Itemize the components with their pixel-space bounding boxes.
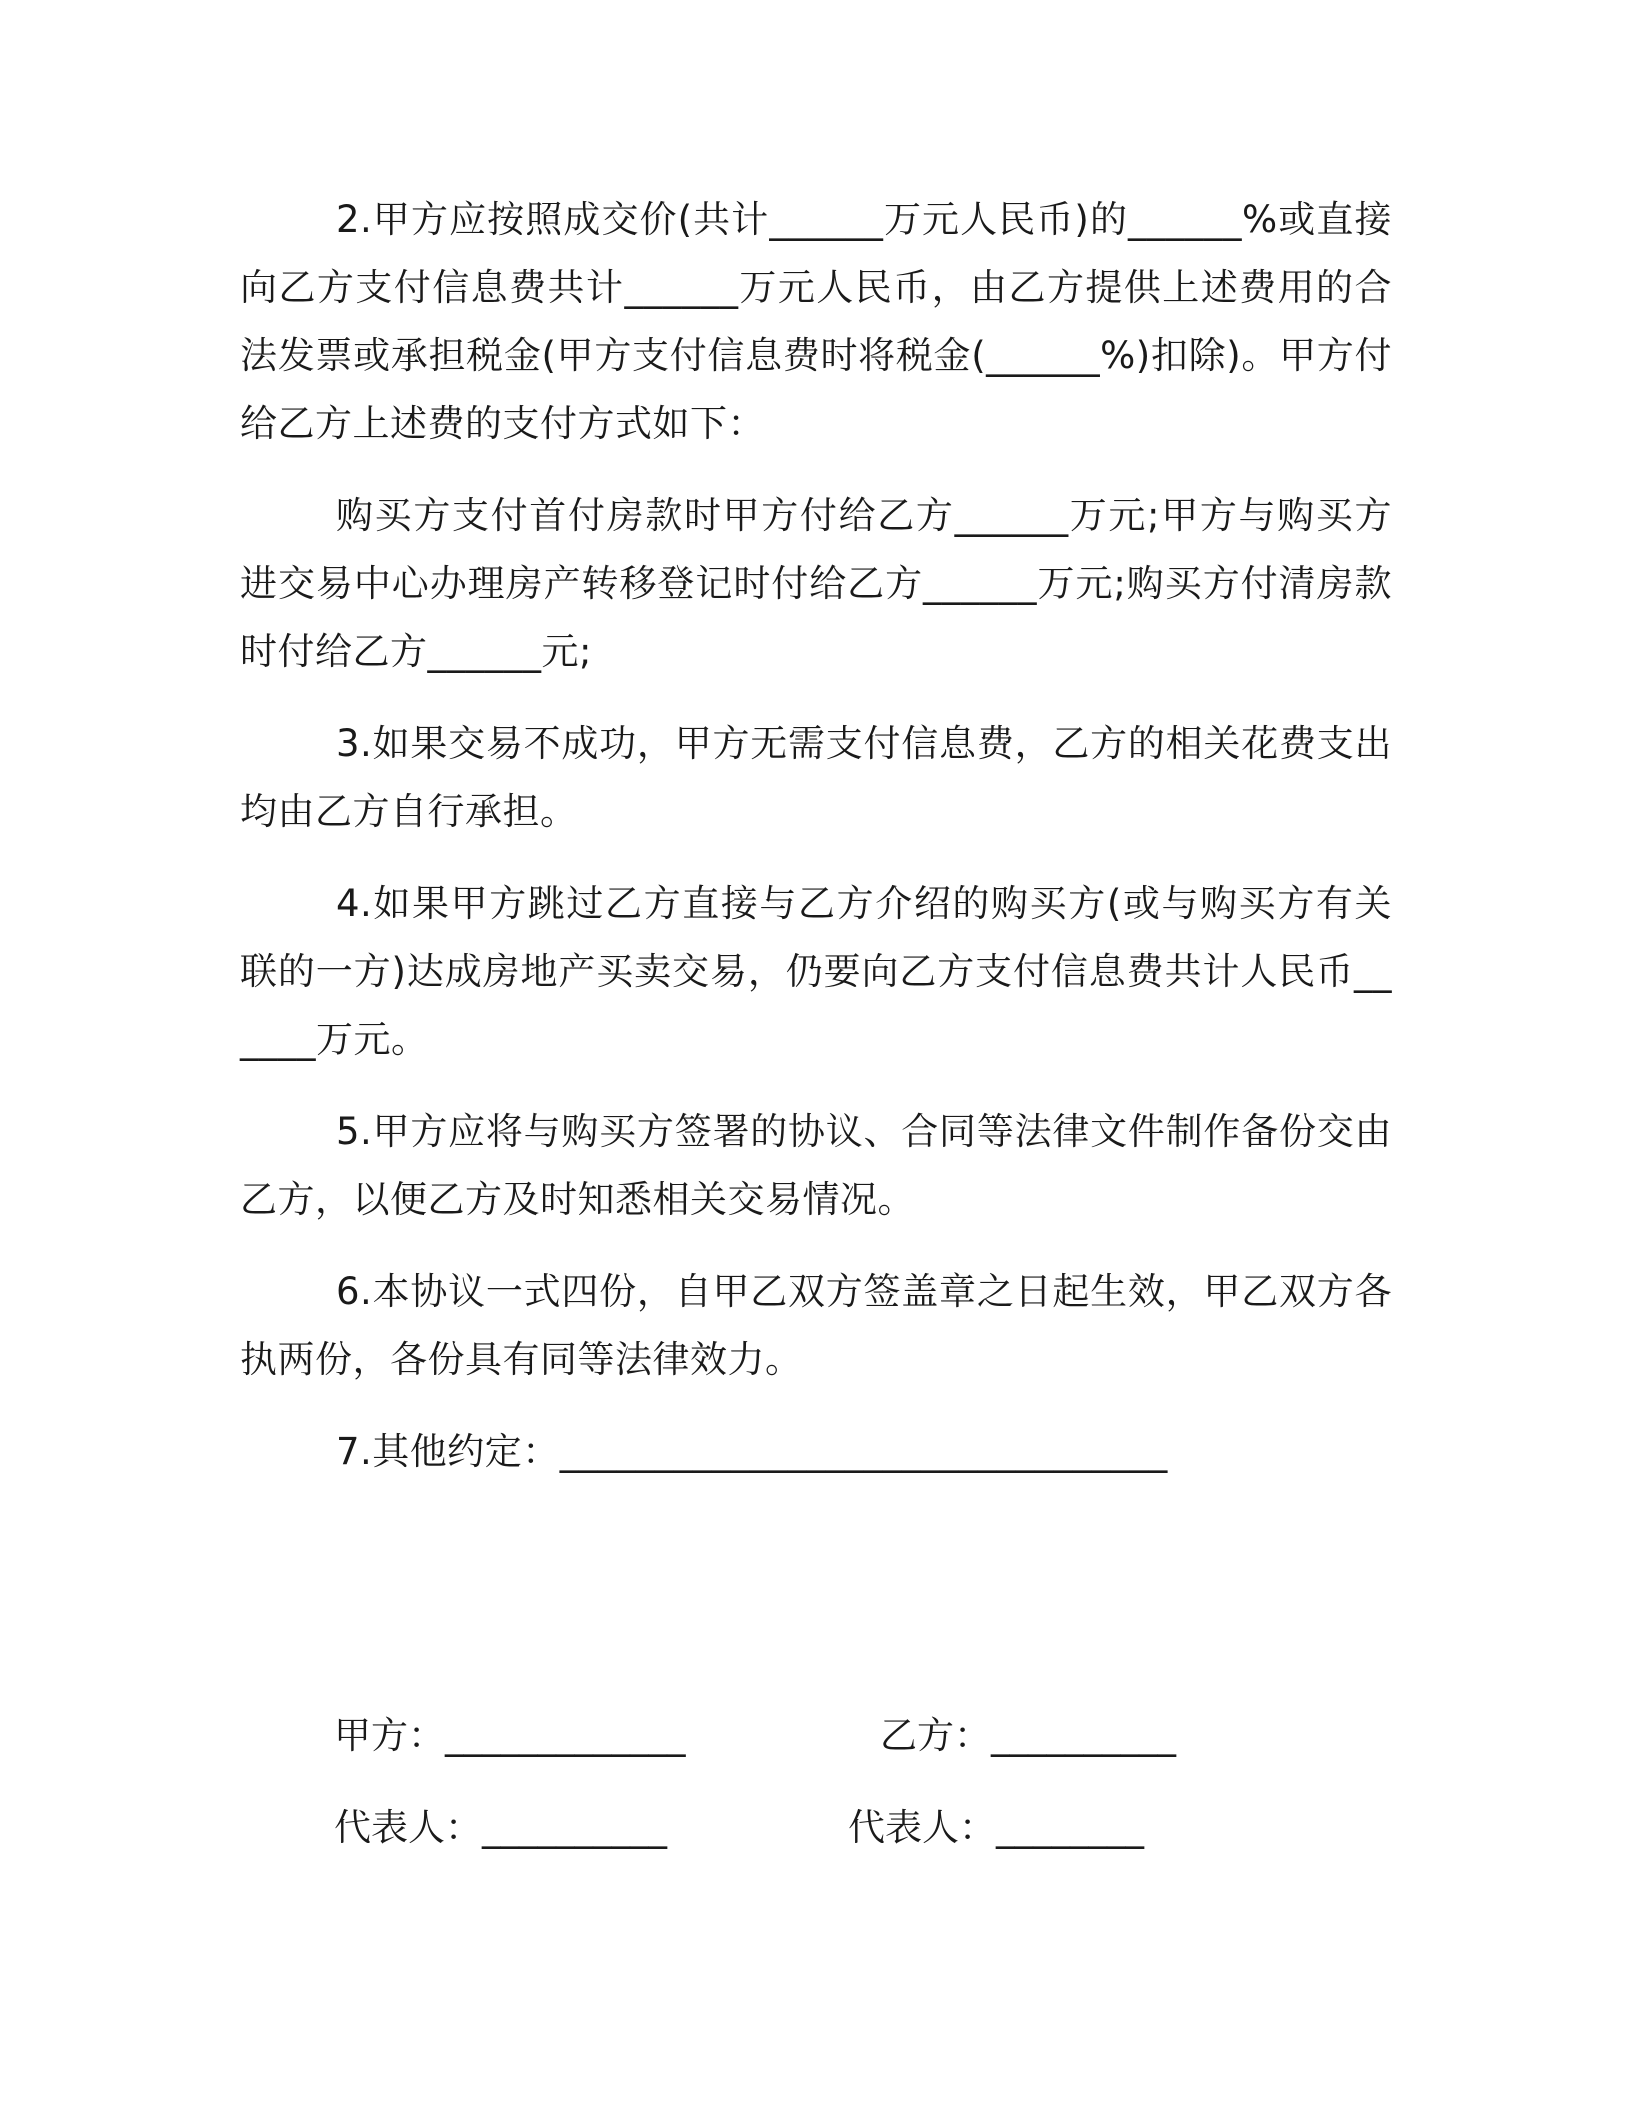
clause-5: 5.甲方应将与购买方签署的协议、合同等法律文件制作备份交由乙方，以便乙方及时知悉相关交易情况。 <box>240 1110 1392 1221</box>
signature-row-representatives <box>334 1794 1334 1886</box>
document-body <box>240 186 1392 1510</box>
clause-2: 2.甲方应按照成交价(共计______万元人民币)的______%或直接向乙方支付信息费共计______万元人民币，由乙方提供上述费用的合法发票或承担税金(甲方支付信息费时将税金(______%)扣除)。甲方付给乙方上述费的支付方式如下： <box>240 198 1392 445</box>
signature-block <box>334 1702 1334 1886</box>
clause-7-other-terms: 7.其他约定：________________________________ <box>336 1430 1168 1473</box>
party-a-signature: 甲方：_____________ <box>334 1714 686 1757</box>
party-b-signature: 乙方：__________ <box>880 1714 1176 1757</box>
clause-6: 6.本协议一式四份，自甲乙双方签盖章之日起生效，甲乙双方各执两份，各份具有同等法律效力。 <box>240 1270 1392 1381</box>
clause-3: 3.如果交易不成功，甲方无需支付信息费，乙方的相关花费支出均由乙方自行承担。 <box>240 722 1392 833</box>
signature-row-parties <box>334 1702 1334 1794</box>
party-b-representative: 代表人：________ <box>848 1806 1144 1849</box>
party-a-representative: 代表人：__________ <box>334 1806 667 1849</box>
clause-4: 4.如果甲方跳过乙方直接与乙方介绍的购买方(或与购买方有关联的一方)达成房地产买卖交易，仍要向乙方支付信息费共计人民币______万元。 <box>240 882 1392 1061</box>
clause-2-payment-schedule: 购买方支付首付房款时甲方付给乙方______万元;甲方与购买方进交易中心办理房产转移登记时付给乙方______万元;购买方付清房款时付给乙方______元; <box>240 494 1392 673</box>
